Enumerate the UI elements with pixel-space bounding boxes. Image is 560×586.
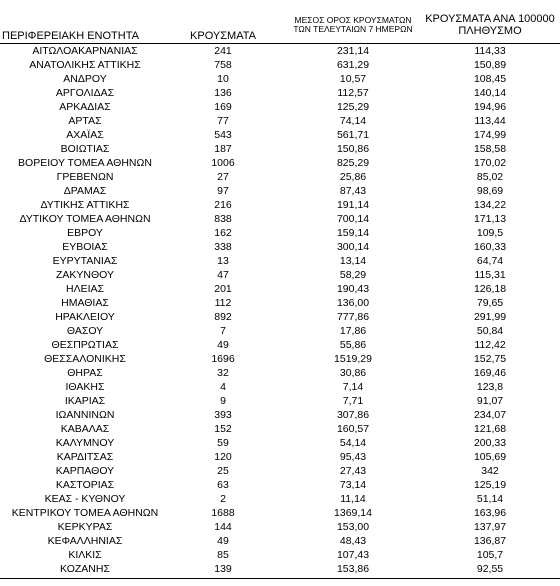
cell-avg7: 700,14 [336, 213, 370, 225]
cell-region: ΔΡΑΜΑΣ [63, 185, 107, 197]
cell-per100k: 137,97 [473, 521, 507, 533]
cell-avg7: 107,43 [336, 549, 370, 561]
cell-per100k: 91,07 [476, 395, 504, 407]
cell-region: ΚΟΖΑΝΗΣ [60, 563, 110, 575]
table-row [0, 310, 560, 324]
cell-avg7: 25,86 [339, 171, 367, 183]
cell-cases: 7 [220, 325, 226, 337]
cell-avg7: 159,14 [336, 227, 370, 239]
cell-region: ΗΛΕΙΑΣ [65, 283, 104, 295]
cell-avg7: 300,14 [336, 241, 370, 253]
cell-region: ΙΩΑΝΝΙΝΩΝ [55, 409, 115, 421]
table-row [0, 198, 560, 212]
cell-avg7: 74,14 [339, 115, 367, 127]
cell-per100k: 51,14 [476, 493, 504, 505]
table-row [0, 520, 560, 534]
cell-cases: 9 [220, 395, 226, 407]
header-per100k [420, 13, 560, 37]
cell-cases: 543 [214, 129, 232, 141]
cell-per100k: 121,68 [473, 423, 507, 435]
cell-avg7: 7,71 [342, 395, 364, 407]
cell-region: ΚΙΛΚΙΣ [68, 549, 102, 561]
cell-cases: 169 [214, 101, 232, 113]
cell-per100k: 342 [481, 465, 499, 477]
cell-region: ΑΡΚΑΔΙΑΣ [59, 101, 111, 113]
cell-region: ΔΥΤΙΚΗΣ ΑΤΤΙΚΗΣ [40, 199, 130, 211]
cell-cases: 338 [214, 241, 232, 253]
table-row [0, 86, 560, 100]
cell-per100k: 85,02 [476, 171, 504, 183]
table-row [0, 282, 560, 296]
cell-cases: 13 [217, 255, 229, 267]
table-row [0, 548, 560, 562]
cell-region: ΘΕΣΠΡΩΤΙΑΣ [51, 339, 119, 351]
cell-avg7: 160,57 [336, 423, 370, 435]
cell-region: ΚΑΣΤΟΡΙΑΣ [55, 479, 115, 491]
cell-per100k: 158,58 [473, 143, 507, 155]
cell-per100k: 200,33 [473, 437, 507, 449]
cell-per100k: 160,33 [473, 241, 507, 253]
cell-region: ΕΒΡΟΥ [67, 227, 103, 239]
table-row [0, 492, 560, 506]
cell-cases: 892 [214, 311, 232, 323]
table-row [0, 394, 560, 408]
cell-region: ΚΑΒΑΛΑΣ [60, 423, 110, 435]
cell-per100k: 114,33 [474, 45, 506, 57]
cell-cases: 112 [214, 297, 232, 309]
cell-avg7: 191,14 [336, 199, 370, 211]
table-row [0, 450, 560, 464]
table-row [0, 366, 560, 380]
cell-per100k: 112,42 [474, 339, 506, 351]
cell-region: ΕΥΡΥΤΑΝΙΑΣ [52, 255, 118, 267]
cell-region: ΚΕΝΤΡΙΚΟΥ ΤΟΜΕΑ ΑΘΗΝΩΝ [11, 507, 159, 519]
cell-avg7: 13,14 [339, 255, 367, 267]
table-row [0, 422, 560, 436]
cell-per100k: 123,8 [476, 381, 504, 393]
cell-per100k: 170,02 [473, 157, 507, 169]
header-per100k-line1: ΚΡΟΥΣΜΑΤΑ ΑΝΑ 100000 [425, 13, 555, 25]
cell-avg7: 17,86 [339, 325, 367, 337]
header-region: ΠΕΡΙΦΕΡΕΙΑΚΗ ΕΝΟΤΗΤΑ [2, 30, 139, 42]
cell-cases: 216 [214, 199, 232, 211]
table-row [0, 338, 560, 352]
cell-per100k: 234,07 [473, 409, 507, 421]
cell-per100k: 105,7 [476, 549, 504, 561]
table-row [0, 506, 560, 520]
cell-per100k: 140,14 [473, 87, 507, 99]
table-row [0, 72, 560, 86]
table-row [0, 380, 560, 394]
cell-per100k: 169,46 [473, 367, 507, 379]
cell-cases: 59 [217, 437, 229, 449]
cell-avg7: 136,00 [336, 297, 370, 309]
cell-avg7: 27,43 [339, 465, 367, 477]
cell-cases: 2 [220, 493, 226, 505]
cell-cases: 63 [217, 479, 229, 491]
cell-cases: 758 [214, 59, 232, 71]
table-row [0, 226, 560, 240]
cell-cases: 136 [214, 87, 232, 99]
cell-avg7: 30,86 [339, 367, 367, 379]
cell-cases: 201 [214, 283, 232, 295]
cell-region: ΖΑΚΥΝΘΟΥ [55, 269, 114, 281]
cell-avg7: 54,14 [339, 437, 367, 449]
cell-cases: 10 [217, 73, 229, 85]
cell-per100k: 134,22 [473, 199, 507, 211]
cell-region: ΙΚΑΡΙΑΣ [64, 395, 106, 407]
cell-cases: 241 [214, 45, 232, 57]
table-row [0, 58, 560, 72]
cell-avg7: 1369,14 [334, 507, 372, 519]
cell-cases: 97 [217, 185, 229, 197]
cell-avg7: 95,43 [339, 451, 367, 463]
cell-region: ΗΡΑΚΛΕΙΟΥ [55, 311, 115, 323]
cell-per100k: 125,19 [473, 479, 507, 491]
cell-avg7: 777,86 [336, 311, 370, 323]
header-avg7 [278, 16, 428, 35]
table-row [0, 436, 560, 450]
cell-avg7: 1519,29 [334, 353, 372, 365]
cell-cases: 47 [217, 269, 229, 281]
table-row [0, 478, 560, 492]
cell-per100k: 136,87 [473, 535, 507, 547]
cell-region: ΒΟΡΕΙΟΥ ΤΟΜΕΑ ΑΘΗΝΩΝ [18, 157, 152, 169]
header-per100k-line2: ΠΛΗΘΥΣΜΟ [458, 25, 522, 38]
cell-cases: 1688 [211, 507, 235, 519]
cell-region: ΓΡΕΒΕΝΩΝ [56, 171, 114, 183]
cell-per100k: 174,99 [473, 129, 507, 141]
cell-per100k: 194,96 [473, 101, 507, 113]
cell-avg7: 112,57 [337, 87, 369, 99]
table-row [0, 534, 560, 548]
cell-avg7: 7,14 [342, 381, 364, 393]
cell-cases: 25 [217, 465, 229, 477]
cell-avg7: 190,43 [336, 283, 370, 295]
table-row [0, 408, 560, 422]
cell-per100k: 115,31 [474, 269, 506, 281]
cell-cases: 4 [220, 381, 226, 393]
cell-cases: 1696 [211, 353, 235, 365]
cell-cases: 152 [214, 423, 232, 435]
cell-region: ΒΟΙΩΤΙΑΣ [60, 143, 110, 155]
cell-region: ΑΡΤΑΣ [68, 115, 102, 127]
table-row [0, 128, 560, 142]
cell-avg7: 153,00 [336, 521, 370, 533]
table-row [0, 352, 560, 366]
cell-per100k: 92,55 [476, 563, 504, 575]
cell-avg7: 307,86 [336, 409, 370, 421]
cell-region: ΔΥΤΙΚΟΥ ΤΟΜΕΑ ΑΘΗΝΩΝ [19, 213, 151, 225]
cell-region: ΗΜΑΘΙΑΣ [61, 297, 109, 309]
cell-region: ΑΝΑΤΟΛΙΚΗΣ ΑΤΤΙΚΗΣ [29, 59, 141, 71]
cell-avg7: 73,14 [339, 479, 367, 491]
cell-cases: 32 [217, 367, 229, 379]
table-row [0, 464, 560, 478]
cell-avg7: 125,29 [336, 101, 370, 113]
cell-avg7: 58,29 [339, 269, 367, 281]
cell-region: ΚΕΦΑΛΛΗΝΙΑΣ [47, 535, 123, 547]
cell-cases: 162 [214, 227, 232, 239]
cell-per100k: 126,18 [473, 283, 507, 295]
table-row [0, 170, 560, 184]
table-row [0, 156, 560, 170]
cell-avg7: 561,71 [336, 129, 370, 141]
cell-per100k: 98,69 [476, 185, 504, 197]
cell-per100k: 150,89 [473, 59, 507, 71]
cell-per100k: 79,65 [476, 297, 504, 309]
cell-cases: 120 [214, 451, 232, 463]
cell-cases: 139 [214, 563, 232, 575]
table-row [0, 100, 560, 114]
cell-cases: 85 [217, 549, 229, 561]
table-row [0, 184, 560, 198]
cell-avg7: 231,14 [336, 45, 370, 57]
cell-per100k: 291,99 [473, 311, 507, 323]
table-bottom-border [0, 578, 560, 579]
cell-region: ΘΗΡΑΣ [67, 367, 103, 379]
table-row [0, 324, 560, 338]
cell-region: ΙΘΑΚΗΣ [65, 381, 105, 393]
cell-per100k: 152,75 [473, 353, 507, 365]
cell-region: ΑΧΑΪΑΣ [66, 129, 104, 141]
header-avg7-line2: ΤΩΝ ΤΕΛΕΥΤΑΙΩΝ 7 ΗΜΕΡΩΝ [293, 24, 413, 35]
cell-region: ΘΕΣΣΑΛΟΝΙΚΗΣ [44, 353, 126, 365]
cell-cases: 49 [217, 339, 229, 351]
cell-region: ΚΕΡΚΥΡΑΣ [57, 521, 113, 533]
table-row [0, 254, 560, 268]
table-row [0, 44, 560, 58]
cell-avg7: 10,57 [339, 73, 367, 85]
table-row [0, 212, 560, 226]
table-row [0, 562, 560, 576]
table-body [0, 44, 560, 576]
header-cases: ΚΡΟΥΣΜΑΤΑ [190, 30, 256, 42]
cell-region: ΚΕΑΣ - ΚΥΘΝΟΥ [44, 493, 126, 505]
cell-per100k: 105,69 [473, 451, 507, 463]
cell-per100k: 163,96 [473, 507, 507, 519]
table-row [0, 114, 560, 128]
cell-per100k: 108,45 [473, 73, 507, 85]
cell-avg7: 153,86 [336, 563, 370, 575]
header-avg7-line1: ΜΕΣΟΣ ΟΡΟΣ ΚΡΟΥΣΜΑΤΩΝ [294, 15, 412, 25]
cell-region: ΕΥΒΟΙΑΣ [62, 241, 108, 253]
cell-cases: 187 [214, 143, 232, 155]
cell-cases: 838 [214, 213, 232, 225]
cell-per100k: 171,13 [473, 213, 507, 225]
cell-avg7: 631,29 [336, 59, 370, 71]
cell-avg7: 55,86 [339, 339, 367, 351]
cell-per100k: 113,44 [474, 115, 506, 127]
cell-region: ΚΑΡΔΙΤΣΑΣ [56, 451, 114, 463]
table-row [0, 268, 560, 282]
cell-per100k: 64,74 [476, 255, 504, 267]
cell-avg7: 825,29 [336, 157, 370, 169]
cell-cases: 49 [217, 535, 229, 547]
cell-avg7: 48,43 [339, 535, 367, 547]
cell-cases: 1006 [211, 157, 235, 169]
cell-per100k: 109,5 [476, 227, 504, 239]
cell-region: ΑΙΤΩΛΟΑΚΑΡΝΑΝΙΑΣ [32, 45, 138, 57]
cell-cases: 27 [217, 171, 229, 183]
cell-avg7: 150,86 [336, 143, 370, 155]
cell-region: ΚΑΛΥΜΝΟΥ [55, 437, 115, 449]
cell-cases: 144 [214, 521, 232, 533]
cell-avg7: 87,43 [339, 185, 367, 197]
cell-cases: 77 [217, 115, 229, 127]
cell-cases: 393 [214, 409, 232, 421]
cell-region: ΘΑΣΟΥ [66, 325, 104, 337]
cell-per100k: 50,84 [476, 325, 504, 337]
table-row [0, 142, 560, 156]
table-row [0, 296, 560, 310]
cell-region: ΑΝΔΡΟΥ [63, 73, 107, 85]
cell-avg7: 11,14 [340, 493, 366, 505]
table-row [0, 240, 560, 254]
cell-region: ΚΑΡΠΑΘΟΥ [55, 465, 115, 477]
cell-region: ΑΡΓΟΛΙΔΑΣ [55, 87, 115, 99]
